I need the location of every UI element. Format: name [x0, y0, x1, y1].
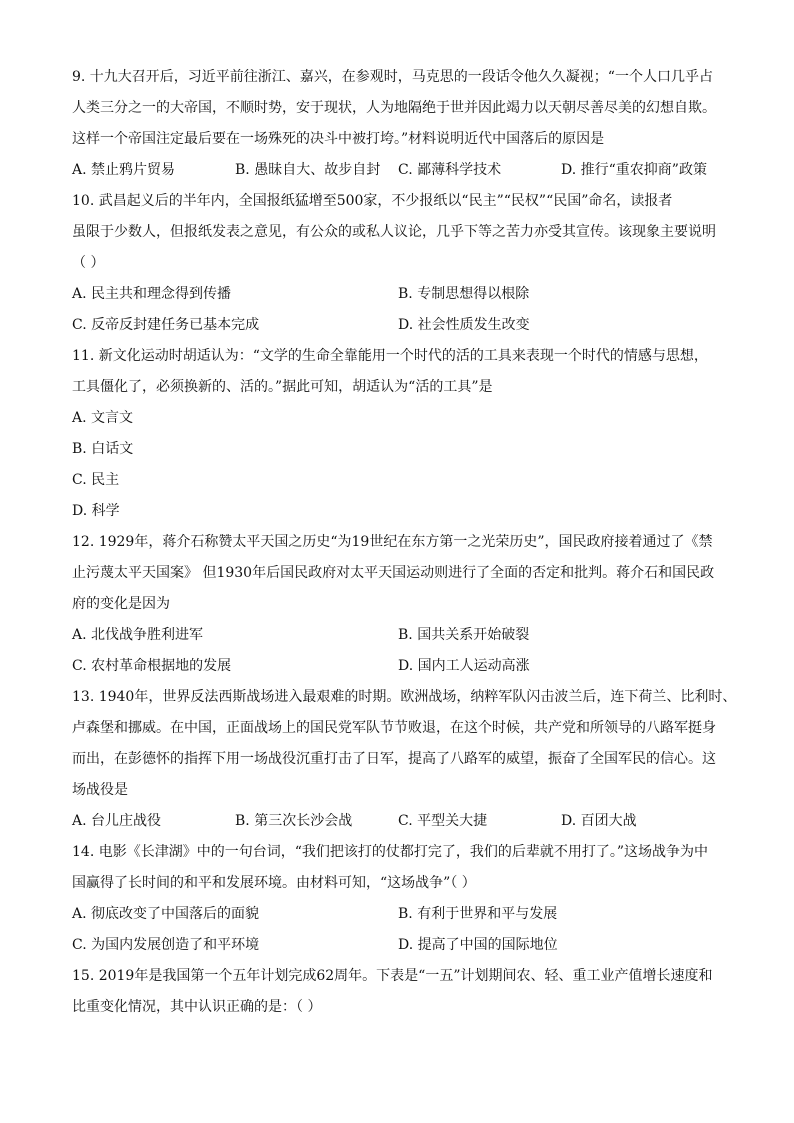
question-10-option-b: B. 专制思想得以根除: [398, 286, 530, 302]
question-9-stem-line: 9. 十九大召开后，习近平前往浙江、嘉兴，在参观时，马克思的一段话令他久久凝视；“一个人口几乎占: [72, 69, 713, 85]
question-14-option-c: C. 为国内发展创造了和平环境: [72, 937, 260, 953]
question-12-options-row-1: [72, 620, 724, 651]
question-10: [72, 186, 724, 341]
question-11-option-b: B. 白话文: [72, 441, 134, 457]
question-9-option-c: C. 鄙薄科学技术: [398, 162, 502, 178]
question-13-stem-line: 13. 1940年，世界反法西斯战场进入最艰难的时期。欧洲战场，纳粹军队闪击波兰后，连下荷兰、比利时、: [72, 689, 737, 705]
question-12-stem-line: 12. 1929年，蒋介石称赞太平天国之历史“为19世纪在东方第一之光荣历史”，国民政府接着通过了《禁: [72, 534, 713, 550]
question-13-stem-line: 而出，在彭德怀的指挥下用一场战役沉重打击了日军，提高了八路军的威望，振奋了全国军民的信心。这: [72, 751, 716, 767]
question-9-option-b: B. 愚昧自大、故步自封: [235, 162, 381, 178]
question-12-option-a: A. 北伐战争胜利进军: [72, 627, 204, 643]
question-10-option-a: A. 民主共和理念得到传播: [72, 286, 232, 302]
question-11-stem-line: 工具僵化了，必须换新的、活的。”据此可知，胡适认为“活的工具”是: [72, 379, 493, 395]
question-11-stem-line: 11. 新文化运动时胡适认为：“文学的生命全靠能用一个时代的活的工具来表现一个时代的情感与思想，: [72, 348, 708, 364]
question-12-option-c: C. 农村革命根据地的发展: [72, 658, 232, 674]
question-14-options-row-1: [72, 899, 724, 930]
question-13-options: [72, 806, 724, 837]
question-9-option-a: A. 禁止鸦片贸易: [72, 162, 176, 178]
question-13-stem-line: 卢森堡和挪威。在中国，正面战场上的国民党军队节节败退，在这个时候，共产党和所领导的八路军挺身: [72, 720, 716, 736]
question-14: [72, 837, 724, 961]
question-12-option-b: B. 国共关系开始破裂: [398, 627, 530, 643]
question-13-stem-line: 场战役是: [72, 782, 128, 798]
question-15-stem-line: 15. 2019年是我国第一个五年计划完成62周年。下表是“一五”计划期间农、轻、重工业产值增长速度和: [72, 968, 713, 984]
question-13: [72, 682, 737, 837]
question-11-option-a: A. 文言文: [72, 410, 134, 426]
question-14-stem-line: 国赢得了长时间的和平和发展环境。由材料可知，“这场战争”（ ）: [72, 875, 476, 891]
question-10-stem-line: 10. 武昌起义后的半年内，全国报纸猛增至500家，不少报纸以“民主”“民权”“民国”命名，读报者: [72, 193, 673, 209]
question-15: [72, 961, 724, 1023]
question-12-stem-line: 府的变化是因为: [72, 596, 170, 612]
question-14-options-row-2: [72, 930, 724, 961]
question-10-option-d: D. 社会性质发生改变: [398, 317, 530, 333]
question-12: [72, 527, 724, 682]
question-14-stem-line: 14. 电影《长津湖》中的一句台词，“我们把该打的仗都打完了，我们的后辈就不用打了。”这场战争为中: [72, 844, 709, 860]
question-14-option-d: D. 提高了中国的国际地位: [398, 937, 558, 953]
question-12-options-row-2: [72, 651, 724, 682]
question-15-stem-line: 比重变化情况，其中认识正确的是：（ ）: [72, 999, 322, 1015]
question-11: [72, 341, 724, 527]
question-13-option-b: B. 第三次长沙会战: [235, 813, 353, 829]
question-13-option-d: D. 百团大战: [561, 813, 637, 829]
question-11-option-c: C. 民主: [72, 472, 120, 488]
question-10-options-row-2: [72, 310, 724, 341]
question-9-options: [72, 155, 724, 186]
question-12-option-d: D. 国内工人运动高涨: [398, 658, 530, 674]
question-12-stem-line: 止污蔑太平天国案》 但1930年后国民政府对太平天国运动则进行了全面的否定和批判。蒋介石和国民政: [72, 565, 715, 581]
question-list: [72, 62, 737, 1023]
question-10-stem-line: （ ）: [72, 255, 105, 271]
question-10-option-c: C. 反帝反封建任务已基本完成: [72, 317, 260, 333]
question-10-stem-line: 虽限于少数人，但报纸发表之意见，有公众的或私人议论，几乎下等之苦力亦受其宣传。该现象主要说明: [72, 224, 716, 240]
question-14-option-a: A. 彻底改变了中国落后的面貌: [72, 906, 260, 922]
question-9: [72, 62, 724, 186]
question-13-option-a: A. 台儿庄战役: [72, 813, 162, 829]
question-11-option-d: D. 科学: [72, 503, 120, 519]
question-14-option-b: B. 有利于世界和平与发展: [398, 906, 558, 922]
question-9-stem-line: 人类三分之一的大帝国，不顺时势，安于现状，人为地隔绝于世并因此竭力以天朝尽善尽美的幻想自欺。: [72, 100, 716, 116]
question-10-options-row-1: [72, 279, 724, 310]
question-13-option-c: C. 平型关大捷: [398, 813, 488, 829]
question-9-stem-line: 这样一个帝国注定最后要在一场殊死的决斗中被打垮。”材料说明近代中国落后的原因是: [72, 131, 605, 147]
question-9-option-d: D. 推行“重农抑商”政策: [561, 162, 707, 178]
